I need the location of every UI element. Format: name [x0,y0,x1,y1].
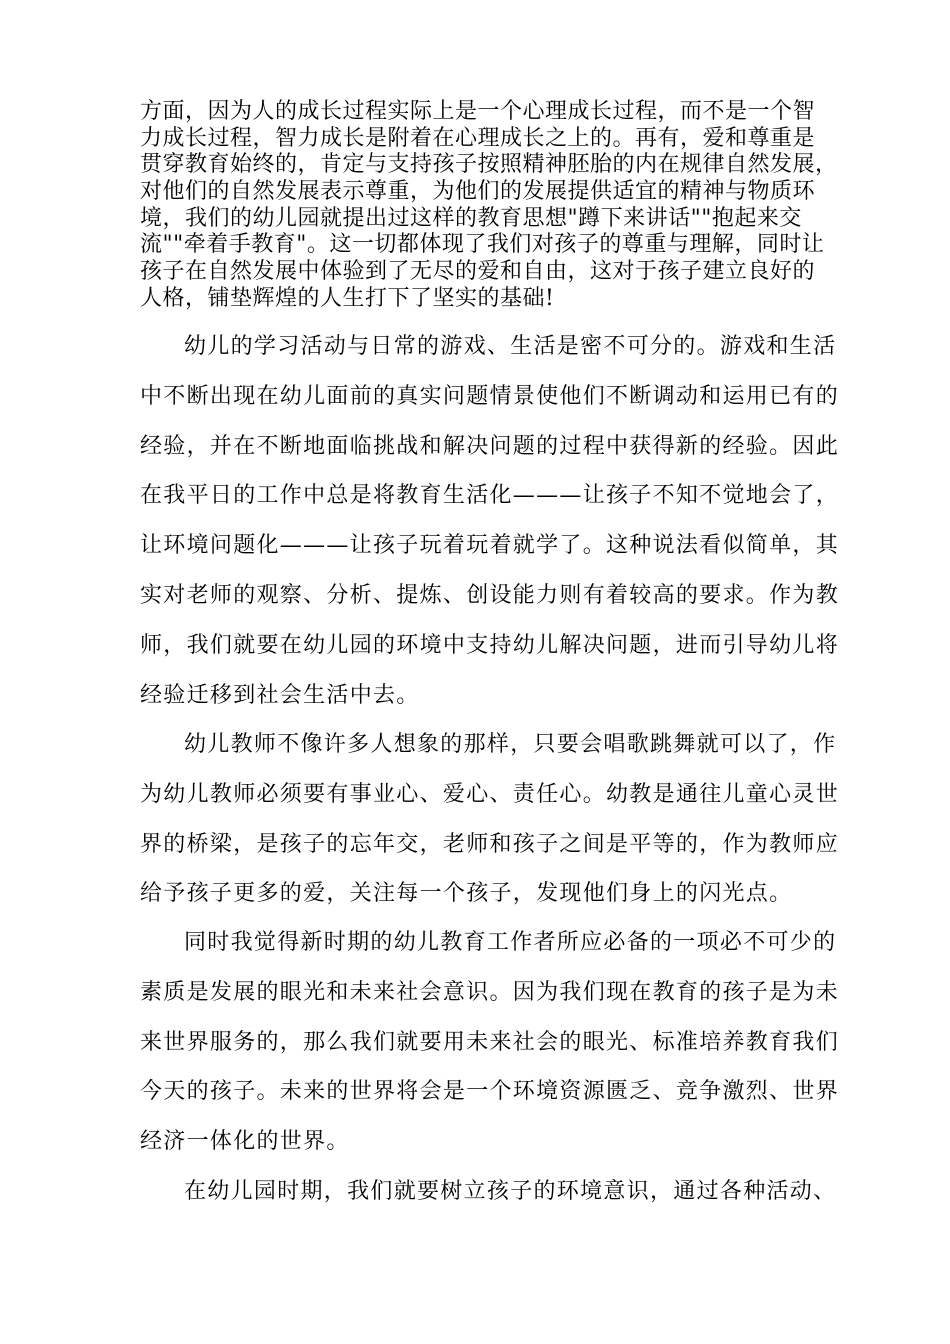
text-line: 经验迁移到社会生活中去。 [140,682,420,708]
text-line: 来世界服务的，那么我们就要用未来社会的眼光、标准培养教育我们 [140,1029,840,1055]
text-line: 孩子在自然发展中体验到了无尽的爱和自由，这对于孩子建立良好的 [140,259,816,285]
paragraph-5 [140,1167,837,1217]
text-line: 为幼儿教师必须要有事业心、爱心、责任心。幼教是通往儿童心灵世 [140,781,840,807]
text-line: 界的桥梁，是孩子的忘年交，老师和孩子之间是平等的，作为教师应 [140,831,840,857]
text-line: 素质是发展的眼光和未来社会意识。因为我们现在教育的孩子是为未 [140,979,840,1005]
text-line: 实对老师的观察、分析、提炼、创设能力则有着较高的要求。作为教 [140,582,840,608]
text-line: 力成长过程，智力成长是附着在心理成长之上的。再有，爱和尊重是 [140,125,816,151]
text-line: 贯穿教育始终的，肯定与支持孩子按照精神胚胎的内在规律自然发展， [140,152,838,178]
paragraph-1 [140,99,838,313]
text-line: 中不断出现在幼儿面前的真实问题情景使他们不断调动和运用已有的 [140,383,840,409]
text-line: 今天的孩子。未来的世界将会是一个环境资源匮乏、竞争激烈、世界 [140,1079,840,1105]
text-line: 经济一体化的世界。 [140,1129,350,1155]
text-line: 同时我觉得新时期的幼儿教育工作者所应必备的一项必不可少的 [184,930,837,955]
text-line: 给予孩子更多的爱，关注每一个孩子，发现他们身上的闪光点。 [140,881,793,907]
paragraph-4 [140,918,840,1167]
text-line: 方面，因为人的成长过程实际上是一个心理成长过程，而不是一个智 [140,99,816,124]
text-line: 境，我们的幼儿园就提出过这样的教育思想"蹲下来讲话""抱起来交 [140,205,802,231]
text-line: 幼儿教师不像许多人想象的那样，只要会唱歌跳舞就可以了，作 [184,732,837,757]
paragraph-3 [140,720,840,919]
text-line: 师，我们就要在幼儿园的环境中支持幼儿解决问题，进而引导幼儿将 [140,632,840,658]
text-line: 幼儿的学习活动与日常的游戏、生活是密不可分的。游戏和生活 [184,334,837,359]
paragraph-2 [140,322,840,720]
text-line: 经验，并在不断地面临挑战和解决问题的过程中获得新的经验。因此 [140,433,840,459]
text-line: 让环境问题化———让孩子玩着玩着就学了。这种说法看似简单，其 [140,533,840,559]
text-line: 对他们的自然发展表示尊重，为他们的发展提供适宜的精神与物质环 [140,179,816,205]
text-line: 人格，铺垫辉煌的人生打下了坚实的基础! [140,285,555,311]
text-line: 在我平日的工作中总是将教育生活化———让孩子不知不觉地会了， [140,483,840,509]
text-line: 流""牵着手教育"。这一切都体现了我们对孩子的尊重与理解，同时让 [140,232,825,258]
text-line: 在幼儿园时期，我们就要树立孩子的环境意识，通过各种活动、 [184,1179,837,1204]
